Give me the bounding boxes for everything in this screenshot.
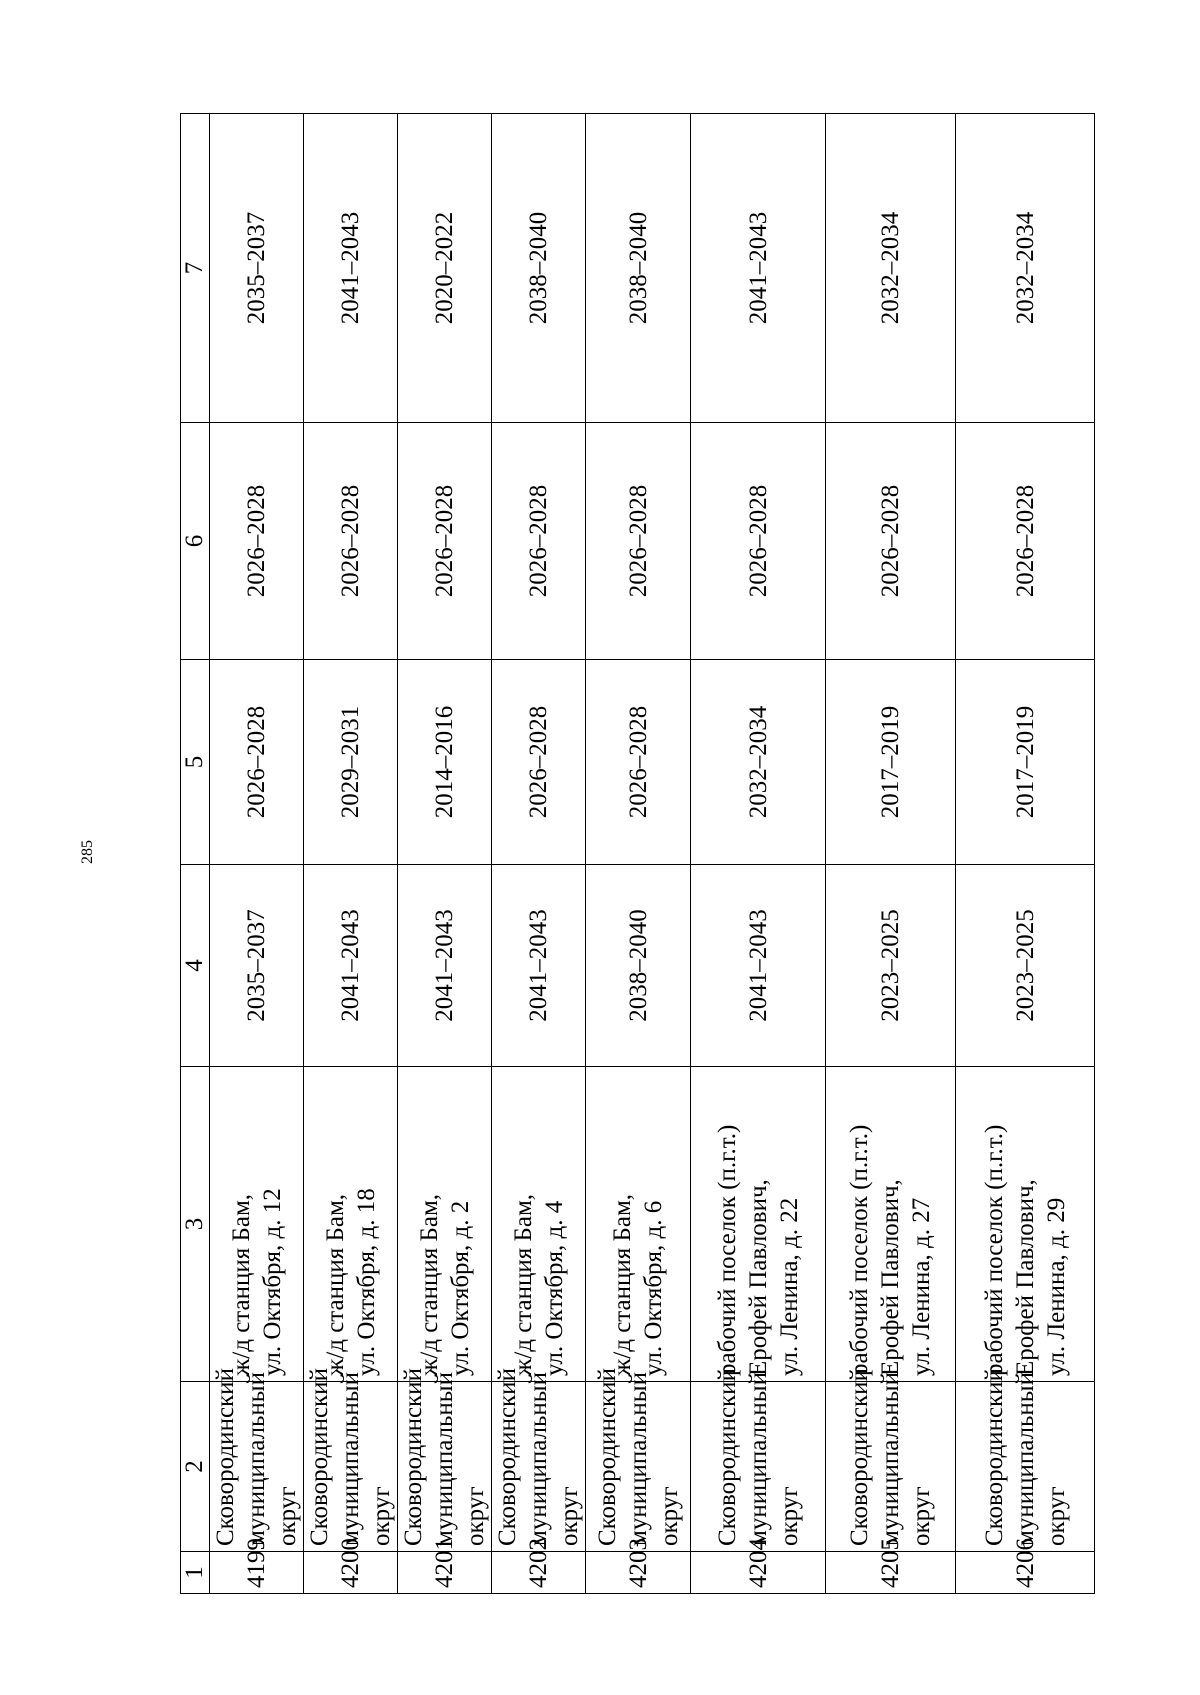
year-range-cell: 2041–2043	[304, 865, 398, 1067]
district-cell: Сковородинский муниципальный округ	[304, 1382, 398, 1552]
table-row	[492, 114, 586, 1594]
row-number: 4200	[304, 1552, 398, 1594]
column-header: 2	[181, 1382, 210, 1552]
row-number: 4199	[210, 1552, 304, 1594]
year-range-cell: 2014–2016	[398, 660, 492, 865]
district-cell: Сковородинский муниципальный округ	[398, 1382, 492, 1552]
year-range-cell: 2026–2028	[210, 660, 304, 865]
column-header: 5	[181, 660, 210, 865]
year-range-cell: 2035–2037	[210, 114, 304, 423]
table-row	[826, 114, 956, 1594]
year-range-cell: 2023–2025	[956, 865, 1095, 1067]
year-range-cell: 2038–2040	[586, 114, 691, 423]
year-range-cell: 2026–2028	[492, 660, 586, 865]
district-cell: Сковородинский муниципальный округ	[586, 1382, 691, 1552]
year-range-cell: 2026–2028	[586, 423, 691, 660]
address-cell: ж/д станция Бам, ул. Октября, д. 18	[304, 1067, 398, 1382]
year-range-cell: 2017–2019	[956, 660, 1095, 865]
year-range-cell: 2026–2028	[691, 423, 826, 660]
address-cell: ж/д станция Бам, ул. Октября, д. 12	[210, 1067, 304, 1382]
address-cell: ж/д станция Бам, ул. Октября, д. 6	[586, 1067, 691, 1382]
table-row	[691, 114, 826, 1594]
year-range-cell: 2029–2031	[304, 660, 398, 865]
year-range-cell: 2026–2028	[398, 423, 492, 660]
year-range-cell: 2041–2043	[492, 865, 586, 1067]
year-range-cell: 2041–2043	[398, 865, 492, 1067]
year-range-cell: 2041–2043	[304, 114, 398, 423]
district-cell: Сковородинский муниципальный округ	[691, 1382, 826, 1552]
rotated-table-container	[180, 113, 1095, 1594]
column-header: 3	[181, 1067, 210, 1382]
year-range-cell: 2041–2043	[691, 114, 826, 423]
table-row	[586, 114, 691, 1594]
row-number: 4201	[398, 1552, 492, 1594]
table-row	[304, 114, 398, 1594]
year-range-cell: 2026–2028	[210, 423, 304, 660]
year-range-cell: 2038–2040	[586, 865, 691, 1067]
year-range-cell: 2026–2028	[956, 423, 1095, 660]
table-row	[210, 114, 304, 1594]
address-cell: ж/д станция Бам, ул. Октября, д. 2	[398, 1067, 492, 1382]
table-row	[398, 114, 492, 1594]
address-cell: рабочий поселок (п.г.т.) Ерофей Павлович, ул. Ленина, д. 22	[691, 1067, 826, 1382]
table-header-row	[181, 114, 210, 1594]
table-row	[956, 114, 1095, 1594]
year-range-cell: 2032–2034	[956, 114, 1095, 423]
column-header: 4	[181, 865, 210, 1067]
data-table	[180, 113, 1095, 1594]
year-range-cell: 2017–2019	[826, 660, 956, 865]
column-header: 1	[181, 1552, 210, 1594]
column-header: 6	[181, 423, 210, 660]
year-range-cell: 2026–2028	[304, 423, 398, 660]
district-cell: Сковородинский муниципальный округ	[826, 1382, 956, 1552]
district-cell: Сковородинский муниципальный округ	[210, 1382, 304, 1552]
address-cell: ж/д станция Бам, ул. Октября, д. 4	[492, 1067, 586, 1382]
year-range-cell: 2041–2043	[691, 865, 826, 1067]
year-range-cell: 2026–2028	[492, 423, 586, 660]
row-number: 4203	[586, 1552, 691, 1594]
row-number: 4202	[492, 1552, 586, 1594]
address-cell: рабочий поселок (п.г.т.) Ерофей Павлович, ул. Ленина, д. 29	[956, 1067, 1095, 1382]
row-number: 4205	[826, 1552, 956, 1594]
district-cell: Сковородинский муниципальный округ	[492, 1382, 586, 1552]
column-header: 7	[181, 114, 210, 423]
year-range-cell: 2026–2028	[586, 660, 691, 865]
row-number: 4206	[956, 1552, 1095, 1594]
year-range-cell: 2038–2040	[492, 114, 586, 423]
page-number: 285	[79, 840, 96, 864]
row-number: 4204	[691, 1552, 826, 1594]
year-range-cell: 2032–2034	[826, 114, 956, 423]
address-cell: рабочий поселок (п.г.т.) Ерофей Павлович, ул. Ленина, д. 27	[826, 1067, 956, 1382]
year-range-cell: 2032–2034	[691, 660, 826, 865]
year-range-cell: 2035–2037	[210, 865, 304, 1067]
district-cell: Сковородинский муниципальный округ	[956, 1382, 1095, 1552]
year-range-cell: 2023–2025	[826, 865, 956, 1067]
year-range-cell: 2020–2022	[398, 114, 492, 423]
year-range-cell: 2026–2028	[826, 423, 956, 660]
